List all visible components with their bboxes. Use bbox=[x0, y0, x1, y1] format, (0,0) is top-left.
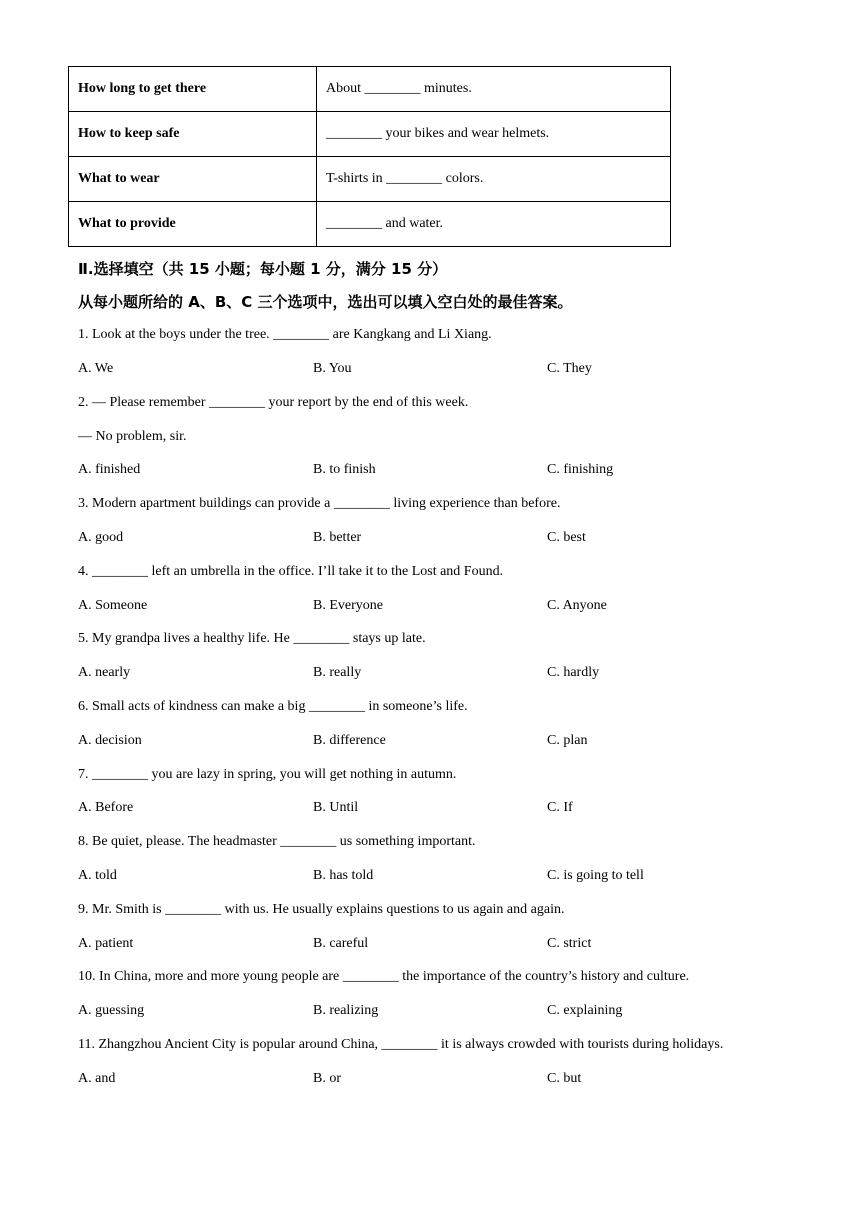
question-stem: 9. Mr. Smith is ________ with us. He usually explains questions to us again and again. bbox=[78, 902, 565, 917]
option-b[interactable]: B. Until bbox=[313, 800, 359, 815]
question-stem: 4. ________ left an umbrella in the office. I’ll take it to the Lost and Found. bbox=[78, 564, 504, 579]
option-c[interactable]: C. hardly bbox=[547, 665, 600, 680]
table-value: ________ and water. bbox=[317, 202, 671, 247]
question-stem-reply: — No problem, sir. bbox=[78, 429, 187, 444]
table-row bbox=[69, 202, 671, 247]
table-key: What to wear bbox=[69, 157, 317, 202]
question-stem: 1. Look at the boys under the tree. ________ are Kangkang and Li Xiang. bbox=[78, 327, 492, 342]
table-key: How to keep safe bbox=[69, 112, 317, 157]
option-c[interactable]: C. is going to tell bbox=[547, 868, 644, 883]
option-a[interactable]: A. and bbox=[78, 1071, 116, 1086]
option-a[interactable]: A. told bbox=[78, 868, 117, 883]
question-stem: 11. Zhangzhou Ancient City is popular around China, ________ it is always crowded with tourists during holidays. bbox=[78, 1037, 724, 1052]
option-c[interactable]: C. Anyone bbox=[547, 598, 607, 613]
option-a[interactable]: A. Someone bbox=[78, 598, 148, 613]
option-c[interactable]: C. If bbox=[547, 800, 573, 815]
option-a[interactable]: A. nearly bbox=[78, 665, 131, 680]
info-table bbox=[68, 66, 671, 247]
option-b[interactable]: B. to finish bbox=[313, 462, 376, 477]
option-b[interactable]: B. has told bbox=[313, 868, 374, 883]
option-b[interactable]: B. or bbox=[313, 1071, 341, 1086]
question-stem: 6. Small acts of kindness can make a big ________ in someone’s life. bbox=[78, 699, 468, 714]
option-c[interactable]: C. strict bbox=[547, 936, 592, 951]
option-b[interactable]: B. realizing bbox=[313, 1003, 379, 1018]
option-b[interactable]: B. You bbox=[313, 361, 352, 376]
table-key: What to provide bbox=[69, 202, 317, 247]
option-b[interactable]: B. careful bbox=[313, 936, 369, 951]
table-key: How long to get there bbox=[69, 67, 317, 112]
question-stem: 5. My grandpa lives a healthy life. He ________ stays up late. bbox=[78, 631, 426, 646]
option-a[interactable]: A. decision bbox=[78, 733, 142, 748]
option-a[interactable]: A. good bbox=[78, 530, 124, 545]
option-a[interactable]: A. guessing bbox=[78, 1003, 145, 1018]
table-value: ________ your bikes and wear helmets. bbox=[317, 112, 671, 157]
table-row bbox=[69, 157, 671, 202]
option-a[interactable]: A. We bbox=[78, 361, 114, 376]
option-b[interactable]: B. really bbox=[313, 665, 362, 680]
question-stem: 7. ________ you are lazy in spring, you will get nothing in autumn. bbox=[78, 767, 457, 782]
section-title: Ⅱ.选择填空（共 15 小题；每小题 1 分，满分 15 分） bbox=[78, 260, 448, 278]
option-a[interactable]: A. finished bbox=[78, 462, 141, 477]
option-c[interactable]: C. but bbox=[547, 1071, 582, 1086]
option-b[interactable]: B. difference bbox=[313, 733, 386, 748]
table-value: About ________ minutes. bbox=[317, 67, 671, 112]
option-c[interactable]: C. plan bbox=[547, 733, 588, 748]
option-a[interactable]: A. Before bbox=[78, 800, 134, 815]
section-instruction: 从每小题所给的 A、B、C 三个选项中，选出可以填入空白处的最佳答案。 bbox=[78, 293, 573, 311]
option-a[interactable]: A. patient bbox=[78, 936, 134, 951]
table-row bbox=[69, 67, 671, 112]
table-value: T-shirts in ________ colors. bbox=[317, 157, 671, 202]
question-stem: 3. Modern apartment buildings can provide a ________ living experience than before. bbox=[78, 496, 561, 511]
option-c[interactable]: C. They bbox=[547, 361, 592, 376]
option-b[interactable]: B. better bbox=[313, 530, 362, 545]
table-row bbox=[69, 112, 671, 157]
question-stem: 2. — Please remember ________ your report by the end of this week. bbox=[78, 395, 469, 410]
option-c[interactable]: C. explaining bbox=[547, 1003, 623, 1018]
option-c[interactable]: C. best bbox=[547, 530, 586, 545]
option-c[interactable]: C. finishing bbox=[547, 462, 614, 477]
question-stem: 10. In China, more and more young people are ________ the importance of the country’s history and culture. bbox=[78, 969, 690, 984]
question-stem: 8. Be quiet, please. The headmaster ________ us something important. bbox=[78, 834, 476, 849]
option-b[interactable]: B. Everyone bbox=[313, 598, 383, 613]
